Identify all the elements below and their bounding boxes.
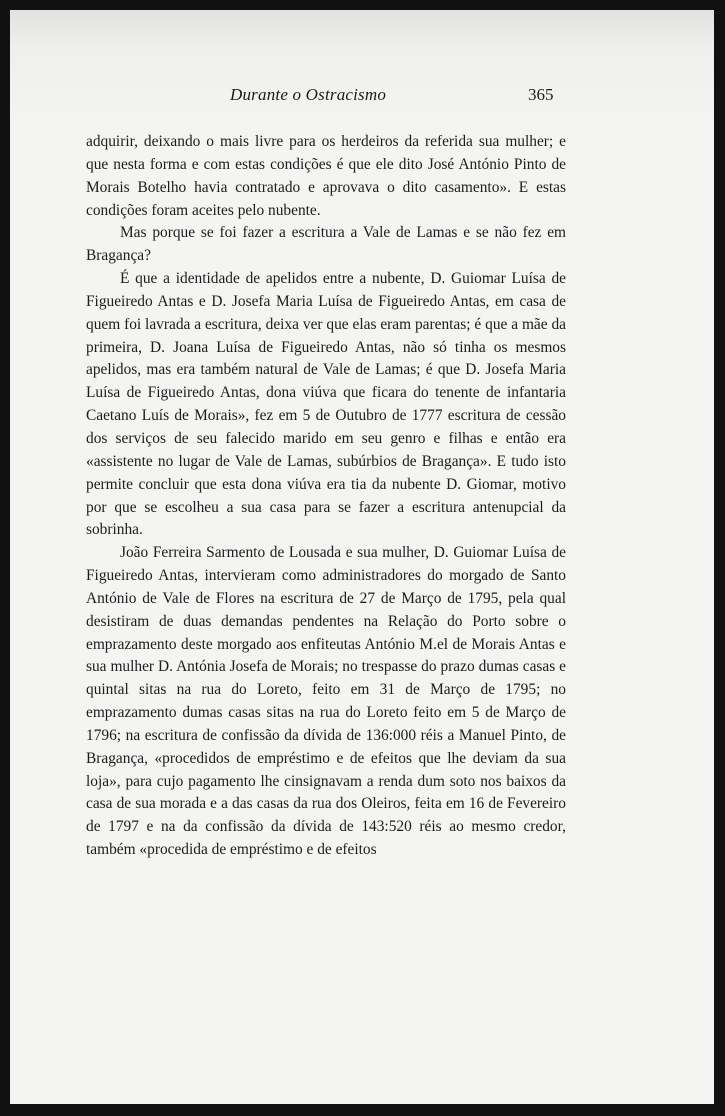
running-title: Durante o Ostracismo [230,85,387,104]
book-page [10,10,714,1104]
page-header [10,85,714,111]
page-number: 365 [528,85,554,104]
paragraph-continuation: adquirir, deixando o mais livre para os herdeiros da referida sua mulher; e que nesta forma e com estas condições é que ele dito José António Pinto de Morais Botelho havia contratado e aprovava o dito casamento». E estas condições foram aceites pelo nubente. [86,133,566,219]
paragraph-explanation: É que a identidade de apelidos entre a nubente, D. Guiomar Luísa de Figueiredo Antas e D. Josefa Maria Luísa de Figueiredo Antas, em casa de quem foi lavrada a escritura, deixa ver que elas eram parentas; é que a mãe da primeira, D. Joana Luísa de Figueiredo Antas, não só tinha os mesmos apelidos, mas era também natural de Vale de Lamas; é que D. Josefa Maria Luísa de Figueiredo Antas, dona viúva que ficara do tenente de infantaria Caetano Luís de Morais», fez em 5 de Outubro de 1777 escritura de cessão dos serviços de seu falecido marido em seu genro e filhas e então era «assistente no lugar de Vale de Lamas, subúrbios de Bragança». E tudo isto permite concluir que esta dona viúva era tia da nubente D. Giomar, motivo por que se escolheu a sua casa para se fazer a escritura antenupcial da sobrinha. [86,270,566,539]
paragraph-deeds: João Ferreira Sarmento de Lousada e sua mulher, D. Guiomar Luísa de Figueiredo Antas, intervieram como administradores do morgado de Santo António de Vale de Flores na escritura de 27 de Março de 1795, pela qual desistiram de duas demandas pendentes na Relação do Porto sobre o emprazamento deste morgado aos enfiteutas António M.el de Morais Antas e sua mulher D. Antónia Josefa de Morais; no trespasse do prazo dumas casas e quintal sitas na rua do Loreto, feito em 31 de Março de 1795; no emprazamento dumas casas sitas na rua do Loreto feito em 5 de Março de 1796; na escritura de confissão da dívida de 136:000 réis a Manuel Pinto, de Bragança, «procedidos de empréstimo e de efeitos que lhe deviam da sua loja», para cujo pagamento lhe cinsignavam a renda dum soto nos baixos da casa de sua morada e a das casas da rua dos Oleiros, feita em 16 de Fevereiro de 1797 e na da confissão da dívida de 143:520 réis ao mesmo credor, também «procedida de empréstimo e de efeitos [86,544,566,859]
body-text [86,131,566,862]
paragraph-question: Mas porque se foi fazer a escritura a Vale de Lamas e se não fez em Bragança? [86,224,566,265]
